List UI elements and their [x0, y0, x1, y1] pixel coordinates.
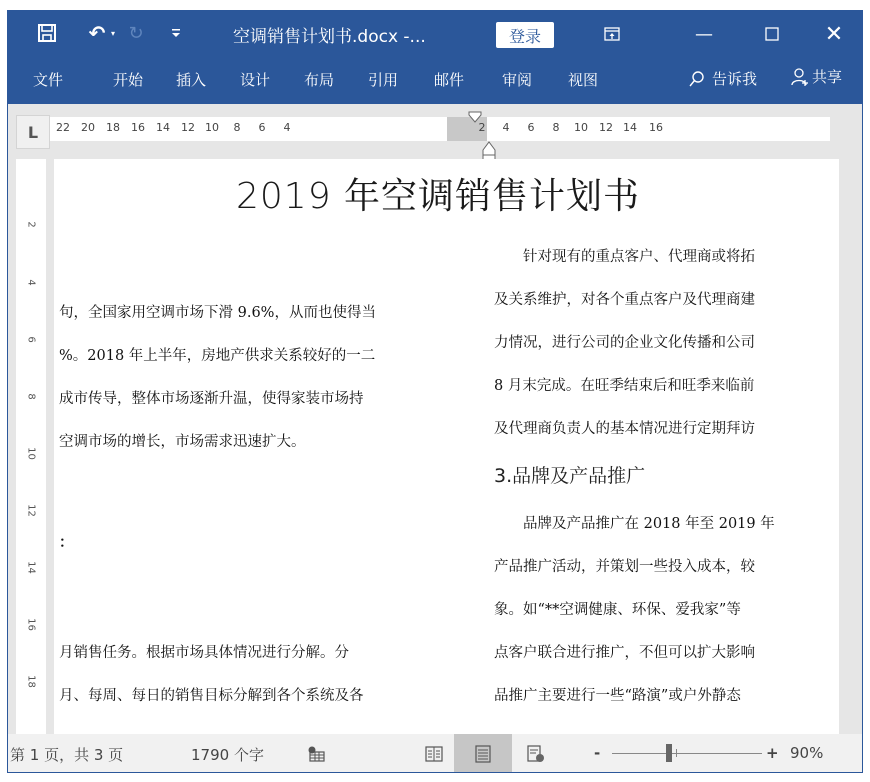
- ruler-tick-label: 10: [25, 447, 37, 460]
- left-paragraph-line: 句，全国家用空调市场下滑 9.6%，从而也使得当: [59, 305, 376, 321]
- ribbon-tab[interactable]: 文件: [33, 71, 64, 89]
- title-bar: [8, 11, 862, 56]
- minimize-icon[interactable]: —: [695, 23, 713, 45]
- ribbon-display-options-icon[interactable]: [592, 19, 632, 49]
- document-title: 空调销售计划书.docx -...: [233, 27, 426, 47]
- undo-icon[interactable]: ↶: [88, 21, 106, 45]
- close-icon[interactable]: ✕: [824, 21, 844, 47]
- ruler-tick-label: 4: [502, 121, 510, 134]
- page-count[interactable]: 第 1 页，共 3 页: [10, 746, 124, 764]
- undo-dropdown-chevron-down-icon[interactable]: ▾: [110, 28, 115, 38]
- right-paragraph-line: 力情况，进行公司的企业文化传播和公司: [494, 335, 755, 351]
- ribbon-tab[interactable]: 审阅: [502, 71, 533, 89]
- tell-me-search[interactable]: [688, 68, 757, 89]
- left-paragraph-line: 月销售任务。根据市场具体情况进行分解。分: [59, 645, 349, 661]
- ruler-tick-label: 22: [56, 121, 70, 134]
- status-bar: [8, 734, 862, 773]
- ruler-tick-label: 16: [25, 618, 37, 631]
- left-paragraph-line: 空调市场的增长，市场需求迅速扩大。: [59, 434, 306, 450]
- right-paragraph-line: 象。如“**空调健康、环保、爱我家”等: [494, 602, 741, 618]
- ribbon-tab[interactable]: 插入: [176, 71, 207, 89]
- ruler-tick-label: 12: [181, 121, 195, 134]
- right-paragraph-line: 及代理商负责人的基本情况进行定期拜访: [494, 421, 755, 437]
- save-icon[interactable]: [36, 21, 58, 45]
- print-layout-icon[interactable]: [454, 734, 512, 773]
- right-paragraph-line: 产品推广活动，并策划一些投入成本，较: [494, 559, 755, 575]
- document-heading: 2019 年空调销售计划书: [236, 176, 641, 217]
- left-paragraph-line: 月、每周、每日的销售目标分解到各个系统及各: [59, 688, 364, 704]
- word-count[interactable]: 1790 个字: [191, 746, 264, 764]
- right-paragraph-line: 及关系维护，对各个重点客户及代理商建: [494, 292, 755, 308]
- ruler-tick-label: 4: [283, 121, 291, 134]
- ruler-tick-label: 14: [156, 121, 170, 134]
- zoom-level[interactable]: 90%: [790, 744, 824, 762]
- left-paragraph-line: %。2018 年上半年，房地产供求关系较好的一二: [59, 348, 376, 364]
- maximize-icon[interactable]: [752, 19, 792, 49]
- zoom-slider[interactable]: [612, 753, 762, 754]
- zoom-out-button[interactable]: -: [594, 744, 601, 762]
- left-paragraph-colon: ：: [59, 534, 74, 551]
- ruler-tick-label: 6: [258, 121, 266, 134]
- ruler-tick-label: 2: [478, 121, 486, 134]
- tell-me-label: 告诉我: [712, 70, 758, 88]
- ribbon-tabs: [8, 56, 862, 104]
- zoom-in-button[interactable]: +: [766, 744, 779, 762]
- left-paragraph-line: 成市传导，整体市场逐渐升温，使得家装市场持: [59, 391, 364, 407]
- horizontal-ruler[interactable]: [50, 117, 830, 141]
- share-person-icon: [790, 67, 810, 87]
- right-paragraph-line: 品牌及产品推广在 2018 年至 2019 年: [494, 516, 775, 532]
- right-paragraph-line: 针对现有的重点客户、代理商或将拓: [494, 249, 755, 265]
- ruler-tick-label: 8: [25, 393, 37, 400]
- ruler-tick-label: 4: [25, 279, 37, 286]
- ruler-tick-label: 18: [25, 675, 37, 688]
- ruler-tick-label: 12: [25, 504, 37, 517]
- redo-icon[interactable]: ↻: [128, 22, 144, 44]
- login-button[interactable]: 登录: [496, 22, 554, 48]
- ruler-tick-label: 14: [623, 121, 637, 134]
- ribbon-tab[interactable]: 邮件: [434, 71, 465, 89]
- ruler-tick-label: 14: [25, 561, 37, 574]
- right-paragraph-line: 8 月末完成。在旺季结束后和旺季来临前: [494, 378, 755, 394]
- document-page[interactable]: [54, 159, 839, 734]
- share-button[interactable]: [790, 66, 842, 87]
- ribbon-tab[interactable]: 开始: [113, 71, 144, 89]
- ruler-tick-label: 2: [25, 221, 37, 228]
- ruler-tick-label: 18: [106, 121, 120, 134]
- zoom-slider-thumb[interactable]: [666, 744, 672, 762]
- web-layout-icon[interactable]: [516, 734, 556, 773]
- zoom-slider-center-mark: [676, 749, 677, 757]
- ruler-tick-label: 8: [552, 121, 560, 134]
- ribbon-tab[interactable]: 视图: [568, 71, 599, 89]
- ruler-tick-label: 10: [205, 121, 219, 134]
- ruler-tick-label: 16: [131, 121, 145, 134]
- word-window: [7, 10, 863, 773]
- first-line-indent-marker-icon[interactable]: [468, 111, 482, 123]
- vertical-scrollbar-area[interactable]: [839, 115, 863, 735]
- vertical-ruler[interactable]: [16, 159, 46, 734]
- macro-recording-icon[interactable]: [296, 734, 336, 773]
- tab-selector-button[interactable]: L: [16, 115, 50, 149]
- ruler-tick-label: 6: [25, 336, 37, 343]
- ribbon-tab[interactable]: 布局: [304, 71, 335, 89]
- customize-quick-access-icon[interactable]: [168, 21, 184, 45]
- ruler-tick-label: 10: [574, 121, 588, 134]
- ruler-tick-label: 6: [527, 121, 535, 134]
- ruler-tick-label: 20: [81, 121, 95, 134]
- search-icon: [688, 70, 706, 88]
- ruler-tick-label: 12: [599, 121, 613, 134]
- share-label: 共享: [812, 68, 843, 86]
- right-paragraph-line: 品推广主要进行一些“路演”或户外静态: [494, 688, 741, 704]
- ruler-tick-label: 8: [233, 121, 241, 134]
- read-mode-icon[interactable]: [414, 734, 454, 773]
- ribbon-tab[interactable]: 引用: [368, 71, 399, 89]
- section-heading: 3.品牌及产品推广: [494, 465, 646, 487]
- right-paragraph-line: 点客户联合进行推广，不但可以扩大影响: [494, 645, 755, 661]
- ribbon-tab[interactable]: 设计: [240, 71, 271, 89]
- ruler-tick-label: 16: [649, 121, 663, 134]
